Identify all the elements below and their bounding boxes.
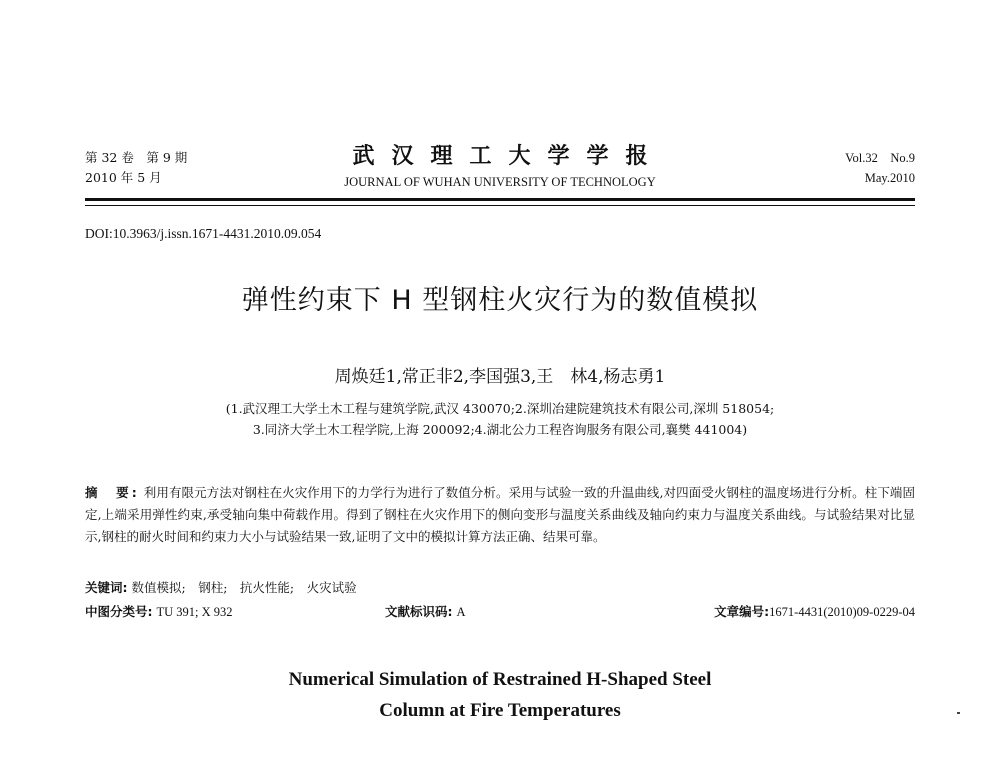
- classification-line: [85, 602, 915, 622]
- doc-code-block: [385, 602, 466, 620]
- date-cn: 2010 年 5 月: [85, 170, 162, 185]
- abstract-text: 利用有限元方法对钢柱在火灾作用下的力学行为进行了数值分析。采用与试验一致的升温曲线,对四面受火钢柱的温度场进行分析。柱下端固定,上端采用弹性约束,承受轴向集中荷载作用。得到了钢柱在火灾作用下的侧向变形与温度关系曲线及轴向约束力与温度关系曲线。与试验结果对比显示,钢柱的耐火时间和约束力大小与试验结果一致,证明了文中的模拟计算方法正确、结果可靠。: [85, 485, 915, 544]
- affiliation-line-1: (1.武汉理工大学土木工程与建筑学院,武汉 430070;2.深圳冶建院建筑技术有限公司,深圳 518054;: [225, 401, 775, 416]
- journal-title-en: JOURNAL OF WUHAN UNIVERSITY OF TECHNOLOGY: [344, 175, 656, 189]
- doi: DOI:10.3963/j.issn.1671-4431.2010.09.054: [85, 226, 322, 241]
- abstract: [85, 482, 915, 548]
- volume-issue-cn: 第 32 卷 第 9 期: [85, 150, 188, 165]
- article-title-cn: 弹性约束下 H 型钢柱火灾行为的数值模拟: [241, 285, 759, 316]
- keywords: [85, 578, 357, 596]
- article-no-label: 文章编号:: [714, 604, 770, 619]
- article-title-en: [0, 664, 1000, 726]
- doc-code-label: 文献标识码:: [385, 604, 453, 619]
- clc-label: 中图分类号:: [85, 604, 153, 619]
- journal-title-cn: 武汉理工大学学报: [352, 143, 665, 169]
- article-no-block: [714, 602, 915, 620]
- header-right: [845, 148, 915, 188]
- header-rule-thick: [85, 198, 915, 201]
- article-title-en-line-1: Numerical Simulation of Restrained H-Shaped Steel: [288, 669, 712, 690]
- doc-code-value: A: [456, 605, 466, 619]
- date-en: May.2010: [864, 171, 915, 185]
- affiliations: [0, 398, 1000, 440]
- clc-block: [85, 602, 233, 620]
- keywords-text: 数值模拟; 钢柱; 抗火性能; 火灾试验: [131, 580, 357, 595]
- author-list: 周焕廷1,常正非2,李国强3,王 林4,杨志勇1: [334, 367, 666, 387]
- article-no-value: 1671-4431(2010)09-0229-04: [769, 605, 915, 619]
- abstract-label: 摘 要:: [85, 485, 140, 500]
- header-rule-thin: [85, 205, 915, 206]
- affiliation-line-2: 3.同济大学土木工程学院,上海 200092;4.湖北公力工程咨询服务有限公司,襄樊 441004): [252, 422, 748, 437]
- article-title-en-line-2: Column at Fire Temperatures: [379, 700, 621, 721]
- clc-value: TU 391; X 932: [156, 605, 233, 619]
- volume-issue-en: Vol.32 No.9: [845, 151, 915, 165]
- keywords-label: 关键词:: [85, 580, 128, 595]
- scan-speck: [957, 712, 960, 714]
